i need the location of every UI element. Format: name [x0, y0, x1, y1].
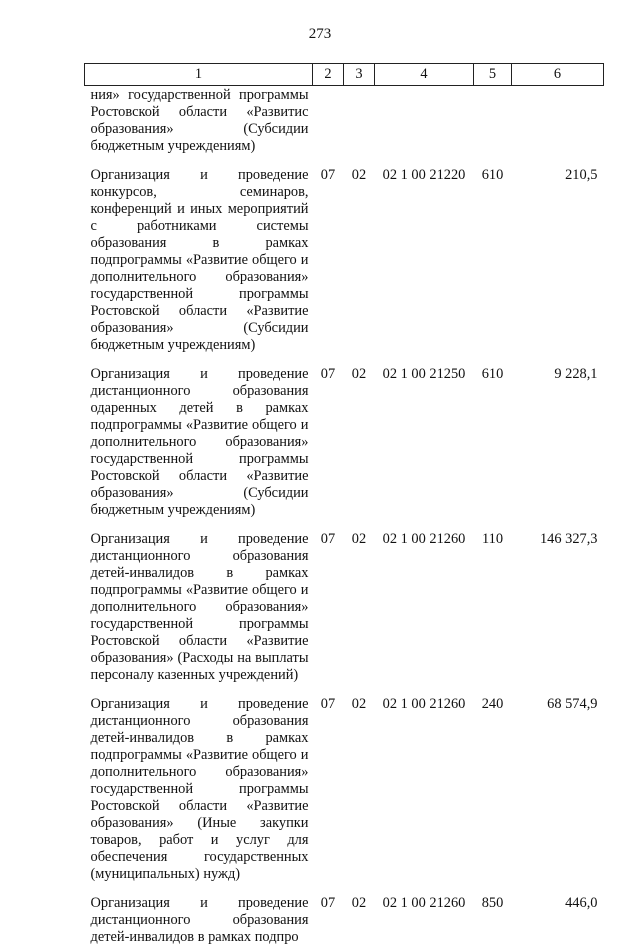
row-section: 07 [313, 161, 344, 360]
page-number: 273 [0, 26, 640, 43]
row-expense-type: 610 [474, 360, 512, 525]
header-row [85, 64, 604, 86]
row-target-code: 02 1 00 21260 [375, 525, 474, 690]
row-amount: 68 574,9 [512, 690, 604, 889]
row-target-code [375, 86, 474, 162]
row-description: Организация и проведение конкурсов, семинаров, конференций и иных мероприятий с работниками системы образования в рамках подпрограммы «Развитие общего и дополнительного образования» государственной программы Ростовской области «Развитие образования» (Субсидии бюджетным учреждениям) [85, 161, 313, 360]
row-target-code: 02 1 00 21260 [375, 690, 474, 889]
row-amount: 146 327,3 [512, 525, 604, 690]
table-row [85, 690, 604, 889]
row-subsection: 02 [344, 360, 375, 525]
row-subsection: 02 [344, 889, 375, 946]
row-section: 07 [313, 889, 344, 946]
row-section: 07 [313, 690, 344, 889]
row-expense-type: 850 [474, 889, 512, 946]
row-subsection: 02 [344, 525, 375, 690]
row-description: Организация и проведение дистанционного образования детей-инвалидов в рамках подпрограммы «Развитие общего и дополнительного образования» государственной программы Ростовской области «Развитие образования» (Расходы на выплаты персоналу казенных учреждений) [85, 525, 313, 690]
row-subsection: 02 [344, 690, 375, 889]
header-col-3: 3 [344, 64, 375, 86]
table-row [85, 525, 604, 690]
row-subsection: 02 [344, 161, 375, 360]
row-amount [512, 86, 604, 162]
table-row [85, 360, 604, 525]
row-description: ния» государственной программы Ростовской области «Развитис образования» (Субсидии бюджетным учреждениям) [85, 86, 313, 162]
row-target-code: 02 1 00 21250 [375, 360, 474, 525]
row-target-code: 02 1 00 21220 [375, 161, 474, 360]
row-description: Организация и проведение дистанционного образования детей-инвалидов в рамках подпрограммы «Развитие общего и дополнительного образования» государственной программы Ростовской области «Развитие образования» (Иные закупки товаров, работ и услуг для обеспечения государственных (муниципальных) нужд) [85, 690, 313, 889]
header-col-1: 1 [85, 64, 313, 86]
header-col-2: 2 [313, 64, 344, 86]
header-col-5: 5 [474, 64, 512, 86]
row-amount: 9 228,1 [512, 360, 604, 525]
budget-table [84, 63, 604, 946]
header-col-6: 6 [512, 64, 604, 86]
row-amount: 210,5 [512, 161, 604, 360]
row-subsection [344, 86, 375, 162]
row-expense-type [474, 86, 512, 162]
row-section [313, 86, 344, 162]
row-section: 07 [313, 360, 344, 525]
row-expense-type: 110 [474, 525, 512, 690]
table-header [85, 64, 604, 86]
table-row [85, 86, 604, 162]
table-row [85, 889, 604, 946]
row-target-code: 02 1 00 21260 [375, 889, 474, 946]
row-expense-type: 240 [474, 690, 512, 889]
row-description: Организация и проведение дистанционного образования одаренных детей в рамках подпрограммы «Развитие общего и дополнительного образования» государственной программы Ростовской области «Развитие образования» (Субсидии бюджетным учреждениям) [85, 360, 313, 525]
row-expense-type: 610 [474, 161, 512, 360]
table-row [85, 161, 604, 360]
header-col-4: 4 [375, 64, 474, 86]
row-amount: 446,0 [512, 889, 604, 946]
row-section: 07 [313, 525, 344, 690]
table-body [85, 86, 604, 946]
row-description: Организация и проведение дистанционного образования детей-инвалидов в рамках подпро [85, 889, 313, 946]
